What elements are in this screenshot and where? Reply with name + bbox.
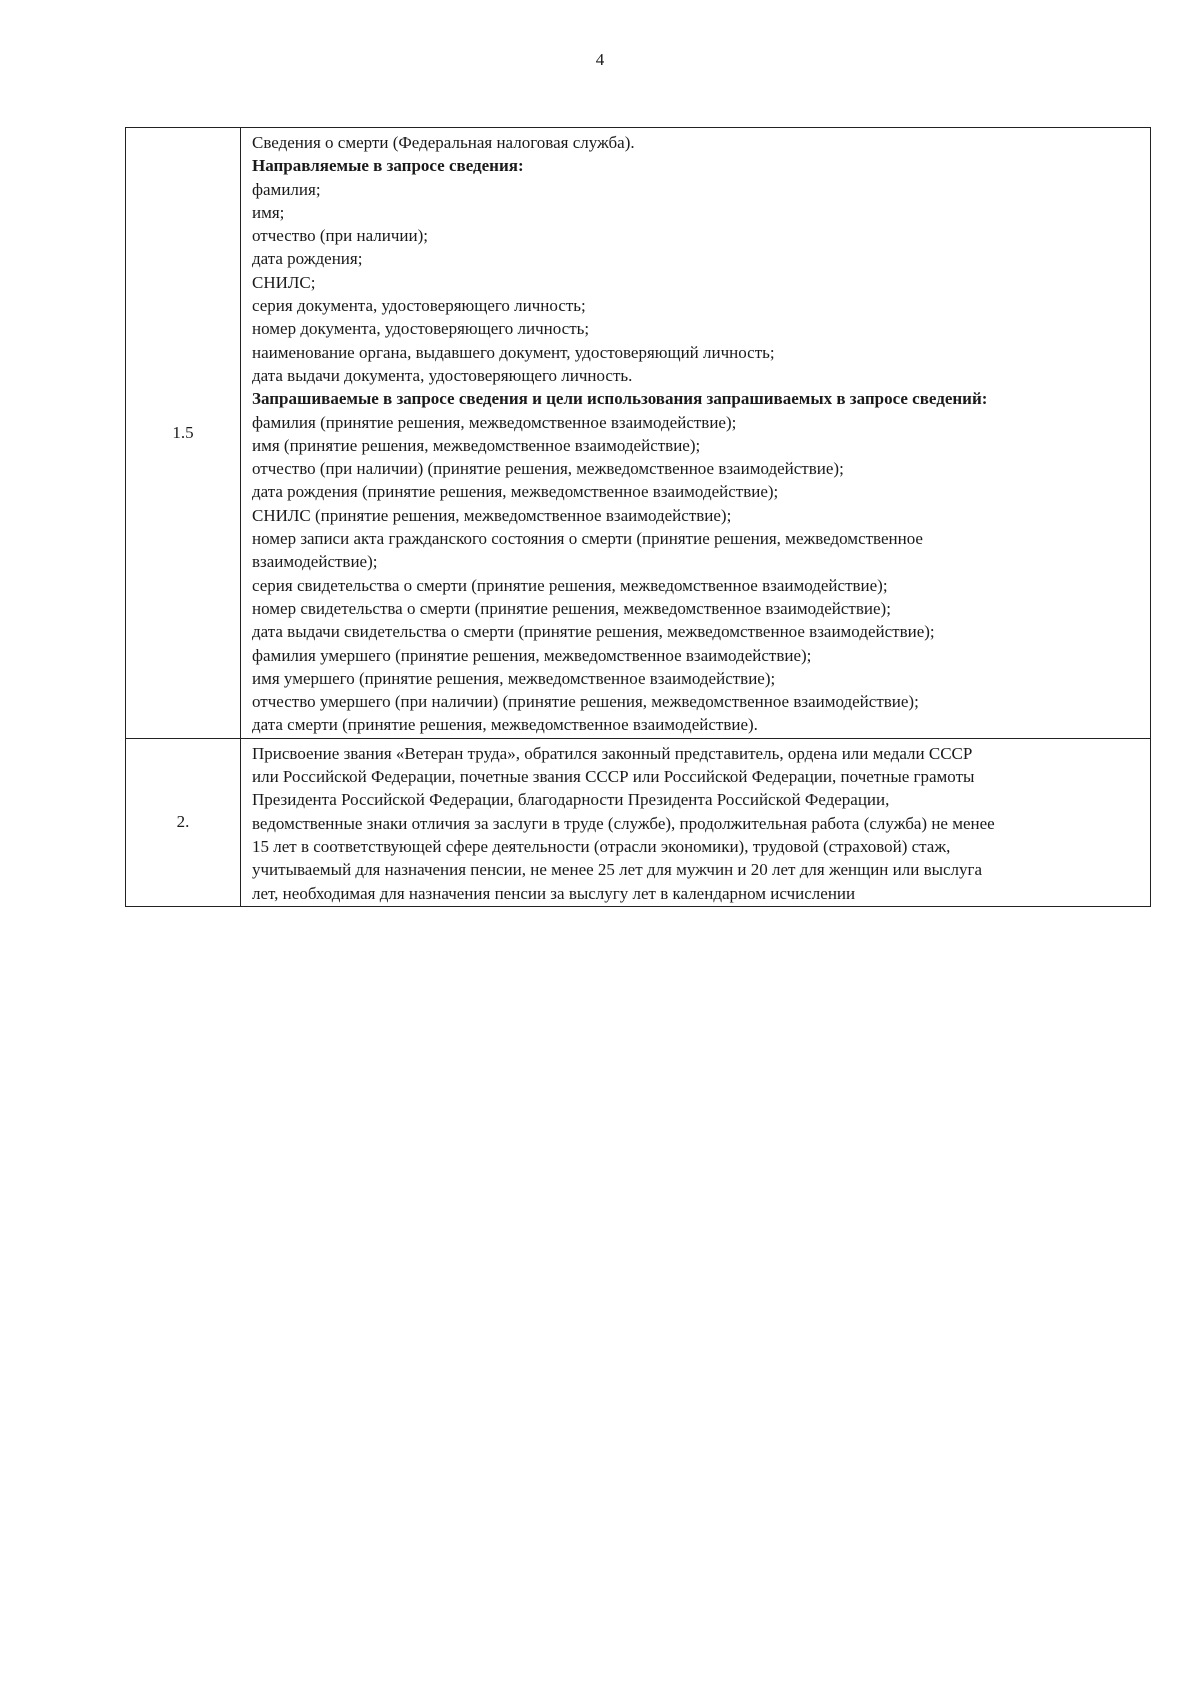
section-heading: Запрашиваемые в запросе сведения и цели использования запрашиваемых в запросе сведений:	[252, 389, 988, 409]
content-line: Присвоение звания «Ветеран труда», обратился законный представитель, ордена или медали СССР	[252, 743, 973, 763]
row-content-cell	[241, 128, 1151, 739]
content-line: номер записи акта гражданского состояния о смерти (принятие решения, межведомственное	[252, 529, 923, 549]
content-line: имя;	[252, 202, 285, 222]
row-content-cell	[241, 738, 1151, 906]
content-line: 15 лет в соответствующей сфере деятельности (отрасли экономики), трудовой (страховой) стаж,	[252, 836, 951, 856]
row-number-cell	[126, 128, 241, 739]
content-line: учитываемый для назначения пенсии, не менее 25 лет для мужчин и 20 лет для женщин или выслуга	[252, 860, 983, 880]
content-line: имя (принятие решения, межведомственное взаимодействие);	[252, 435, 701, 455]
content-line: фамилия умершего (принятие решения, межведомственное взаимодействие);	[252, 645, 812, 665]
row-number: 1.5	[172, 422, 194, 442]
row-number-cell	[126, 738, 241, 906]
content-line: лет, необходимая для назначения пенсии за выслугу лет в календарном исчислении	[252, 883, 856, 903]
content-line: ведомственные знаки отличия за заслуги в труде (службе), продолжительная работа (служба) не менее	[252, 813, 995, 833]
content-line: Президента Российской Федерации, благодарности Президента Российской Федерации,	[252, 790, 890, 810]
table-body	[126, 128, 1151, 907]
content-line: дата смерти (принятие решения, межведомственное взаимодействие).	[252, 715, 758, 735]
page-number: 4	[595, 50, 605, 69]
content-line: дата рождения;	[252, 249, 363, 269]
content-line: имя умершего (принятие решения, межведомственное взаимодействие);	[252, 668, 776, 688]
content-line: взаимодействие);	[252, 552, 378, 572]
content-line: СНИЛС (принятие решения, межведомственное взаимодействие);	[252, 505, 732, 525]
content-line: дата рождения (принятие решения, межведомственное взаимодействие);	[252, 482, 779, 502]
section-heading: Направляемые в запросе сведения:	[252, 156, 524, 176]
content-line: отчество умершего (при наличии) (принятие решения, межведомственное взаимодействие);	[252, 692, 919, 712]
content-line: СНИЛС;	[252, 272, 316, 292]
table-row	[126, 128, 1151, 739]
content-line: отчество (при наличии) (принятие решения, межведомственное взаимодействие);	[252, 459, 844, 479]
content-line: или Российской Федерации, почетные звания СССР или Российской Федерации, почетные грамоты	[252, 767, 975, 787]
content-line: отчество (при наличии);	[252, 226, 428, 246]
content-line: серия документа, удостоверяющего личность;	[252, 296, 586, 316]
content-line: фамилия (принятие решения, межведомственное взаимодействие);	[252, 412, 737, 432]
row-number: 2.	[176, 812, 190, 832]
content-line: фамилия;	[252, 179, 321, 199]
content-line: серия свидетельства о смерти (принятие решения, межведомственное взаимодействие);	[252, 575, 888, 595]
content-line: номер свидетельства о смерти (принятие решения, межведомственное взаимодействие);	[252, 598, 891, 618]
content-line: наименование органа, выдавшего документ, удостоверяющий личность;	[252, 342, 775, 362]
content-line: дата выдачи документа, удостоверяющего личность.	[252, 365, 633, 385]
data-table	[125, 127, 1151, 907]
table-row	[126, 738, 1151, 906]
content-line: номер документа, удостоверяющего личность;	[252, 319, 590, 339]
content-line: Сведения о смерти (Федеральная налоговая служба).	[252, 133, 635, 152]
content-line: дата выдачи свидетельства о смерти (принятие решения, межведомственное взаимодействие);	[252, 622, 935, 642]
